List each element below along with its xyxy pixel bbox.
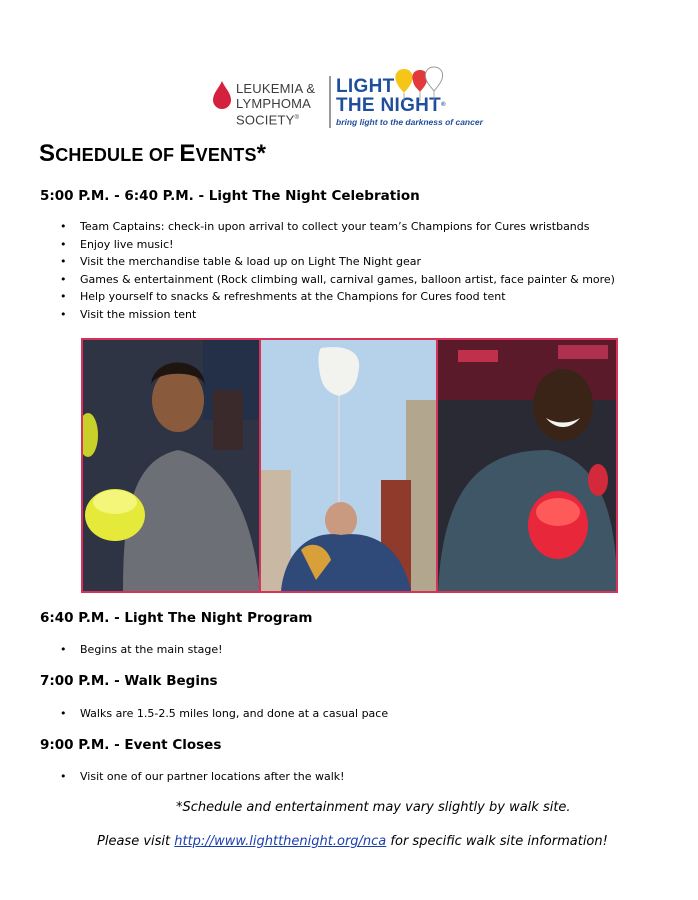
balloons-icon [392,66,448,102]
walk-list [60,705,388,723]
ltn-tagline: bring light to the darkness of cancer [336,117,483,127]
list-item: • Begins at the main stage! [60,641,223,659]
section-heading-closes: 9:00 P.M. - Event Closes [40,737,222,753]
list-item: • Visit one of our partner locations after the walk! [60,768,345,786]
list-item: • Enjoy live music! [60,236,615,254]
visit-prefix: Please visit [97,834,175,849]
lls-line-1: LEUKEMIA & [236,81,316,96]
list-item: • Visit the mission tent [60,306,615,324]
man-with-red-lantern-photo [438,340,616,591]
visit-suffix: for specific walk site information! [386,834,608,849]
section-heading-walk: 7:00 P.M. - Walk Begins [40,673,218,689]
list-item: • Walks are 1.5-2.5 miles long, and done at a casual pace [60,705,388,723]
ltn-line-1: LIGHT [336,76,395,97]
section-heading-celebration: 5:00 P.M. - 6:40 P.M. - Light The Night Celebration [40,188,420,204]
lls-line-2: LYMPHOMA [236,96,312,111]
section-heading-program: 6:40 P.M. - Light The Night Program [40,610,313,626]
closes-list [60,768,345,786]
list-item: • Help yourself to snacks & refreshments at the Champions for Cures food tent [60,288,615,306]
visit-website-note [97,834,608,849]
organization-logo [212,66,502,132]
program-list [60,641,223,659]
list-item: • Games & entertainment (Rock climbing wall, carnival games, balloon artist, face painter & more) [60,271,615,289]
list-item: • Visit the merchandise table & load up on Light The Night gear [60,253,615,271]
page-title: SCHEDULE OF EVENTS* [39,140,267,167]
lls-wordmark [236,81,315,127]
celebration-list [60,218,615,324]
schedule-disclaimer: *Schedule and entertainment may vary slightly by walk site. [176,800,571,815]
man-balancing-white-lantern-photo [261,340,435,591]
red-drop-icon [212,80,232,110]
event-photos [81,338,618,593]
logo-divider [329,76,331,128]
website-link[interactable]: http://www.lightthenight.org/nca [174,834,387,849]
ltn-line-2: THE NIGHT® [336,95,446,116]
lls-line-3: SOCIETY® [236,112,300,128]
list-item: • Team Captains: check-in upon arrival to collect your team’s Champions for Cures wristbands [60,218,615,236]
woman-with-yellow-lantern-photo [83,340,259,591]
